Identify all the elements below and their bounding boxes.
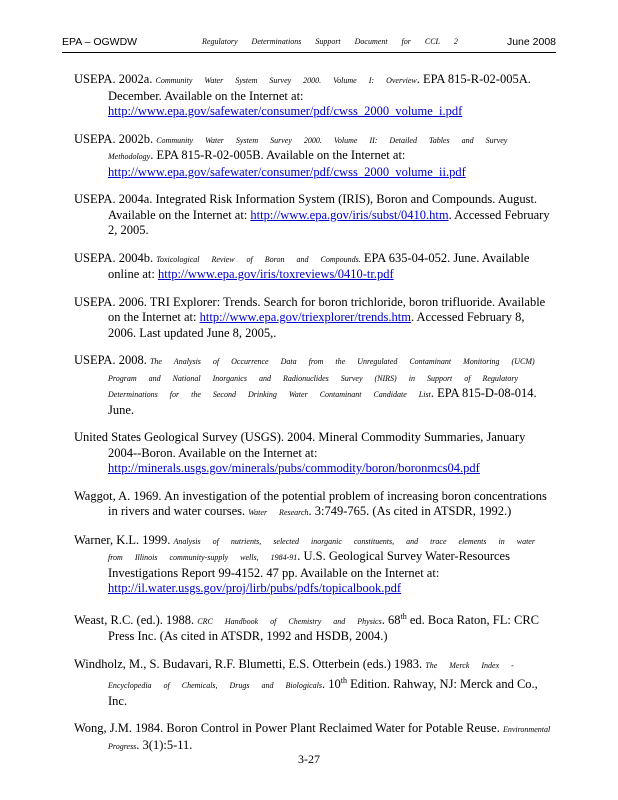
header-agency: EPA – OGWDW	[62, 36, 138, 48]
reference-list	[74, 72, 552, 766]
reference-usepa-2008: USEPA. 2008. The Analysis of Occurrence Data from the Unregulated Contaminant Monitoring (UCM) Program and National Inorganics and Radionuclides Survey (NIRS) in Support of Regulatory Determinations for the Second Drinking Water Contaminant Candidate List. EPA 815-D-08-014. June.	[74, 353, 537, 417]
reference-link[interactable]: http://www.epa.gov/triexplorer/trends.htm	[199, 310, 411, 324]
header-date: June 2008	[506, 36, 556, 48]
reference-link[interactable]: http://minerals.usgs.gov/minerals/pubs/commodity/boron/boronmcs04.pdf	[108, 461, 480, 475]
reference-usgs-2004: United States Geological Survey (USGS). 2004. Mineral Commodity Summaries, January 2004--Boron. Available on the Internet at: http://minerals.usgs.gov/minerals/pubs/commodity/boron/boronmcs04.pdf	[74, 430, 526, 475]
reference-link[interactable]: http://il.water.usgs.gov/proj/lirb/pubs/pdfs/topicalbook.pdf	[108, 581, 402, 595]
reference-usepa-2004a: USEPA. 2004a. Integrated Risk Information System (IRIS), Boron and Compounds. August. Available on the Internet at: http://www.epa.gov/iris/subst/0410.htm. Accessed February 2, 2005.	[74, 192, 550, 237]
reference-waggot-1969: Waggot, A. 1969. An investigation of the potential problem of increasing boron concentrations in rivers and water courses. Water Research. 3:749-765. (As cited in ATSDR, 1992.)	[74, 488, 547, 518]
reference-usepa-2006: USEPA. 2006. TRI Explorer: Trends. Search for boron trichloride, boron trifluoride. Available on the Internet at: http://www.epa.gov/triexplorer/trends.htm. Accessed February 8, 2006. Last updated June 8, 2005,.	[74, 294, 546, 340]
reference-wong-1984: Wong, J.M. 1984. Boron Control in Power Plant Reclaimed Water for Potable Reuse. Environmental Progress. 3(1):5-11.	[74, 721, 551, 752]
header-doc-title: Regulatory Determinations Support Document for CCL 2	[202, 37, 458, 46]
page-header	[62, 36, 556, 53]
reference-warner-1999: Warner, K.L. 1999. Analysis of nutrients, selected inorganic constituents, and trace elements in water from Illinois community-supply wells, 1984-91. U.S. Geological Survey Water-Resources Investigations Report 99-4152. 47 pp. Available on the Internet at: http://il.water.usgs.gov/proj/lirb/pubs/pdfs/topicalbook.pdf	[74, 532, 535, 595]
reference-weast-1988: Weast, R.C. (ed.). 1988. CRC Handbook of Chemistry and Physics. 68th ed. Boca Raton, FL: CRC Press Inc. (As cited in ATSDR, 1992 and HSDB, 2004.)	[74, 611, 539, 644]
reference-windholz-1983: Windholz, M., S. Budavari, R.F. Blumetti, E.S. Otterbein (eds.) 1983. The Merck Index - Encyclopedia of Chemicals, Drugs and Biologicals. 10th Edition. Rahway, NJ: Merck and Co., Inc.	[74, 656, 538, 708]
reference-link[interactable]: http://www.epa.gov/safewater/consumer/pdf/cwss_2000_volume_ii.pdf	[108, 164, 466, 179]
reference-usepa-2004b: USEPA. 2004b. Toxicological Review of Boron and Compounds. EPA 635-04-052. June. Available online at: http://www.epa.gov/iris/toxreviews/0410-tr.pdf	[74, 250, 530, 281]
reference-link[interactable]: http://www.epa.gov/safewater/consumer/pdf/cwss_2000_volume_i.pdf	[108, 104, 463, 118]
reference-link[interactable]: http://www.epa.gov/iris/subst/0410.htm	[250, 207, 449, 222]
reference-link[interactable]: http://www.epa.gov/iris/toxreviews/0410-tr.pdf	[158, 267, 394, 281]
reference-usepa-2002b: USEPA. 2002b. Community Water System Survey 2000. Volume II: Detailed Tables and Survey Methodology. EPA 815-R-02-005B. Available on the Internet at: http://www.epa.gov/safewater/consumer/pdf/cwss_2000_volume_ii.pdf	[74, 131, 508, 179]
reference-usepa-2002a: USEPA. 2002a. Community Water System Survey 2000. Volume I: Overview. EPA 815-R-02-005A. December. Available on the Internet at: http://www.epa.gov/safewater/consumer/pdf/cwss_2000_volume_i.pdf	[74, 72, 531, 118]
page-number: 3-27	[298, 752, 320, 766]
